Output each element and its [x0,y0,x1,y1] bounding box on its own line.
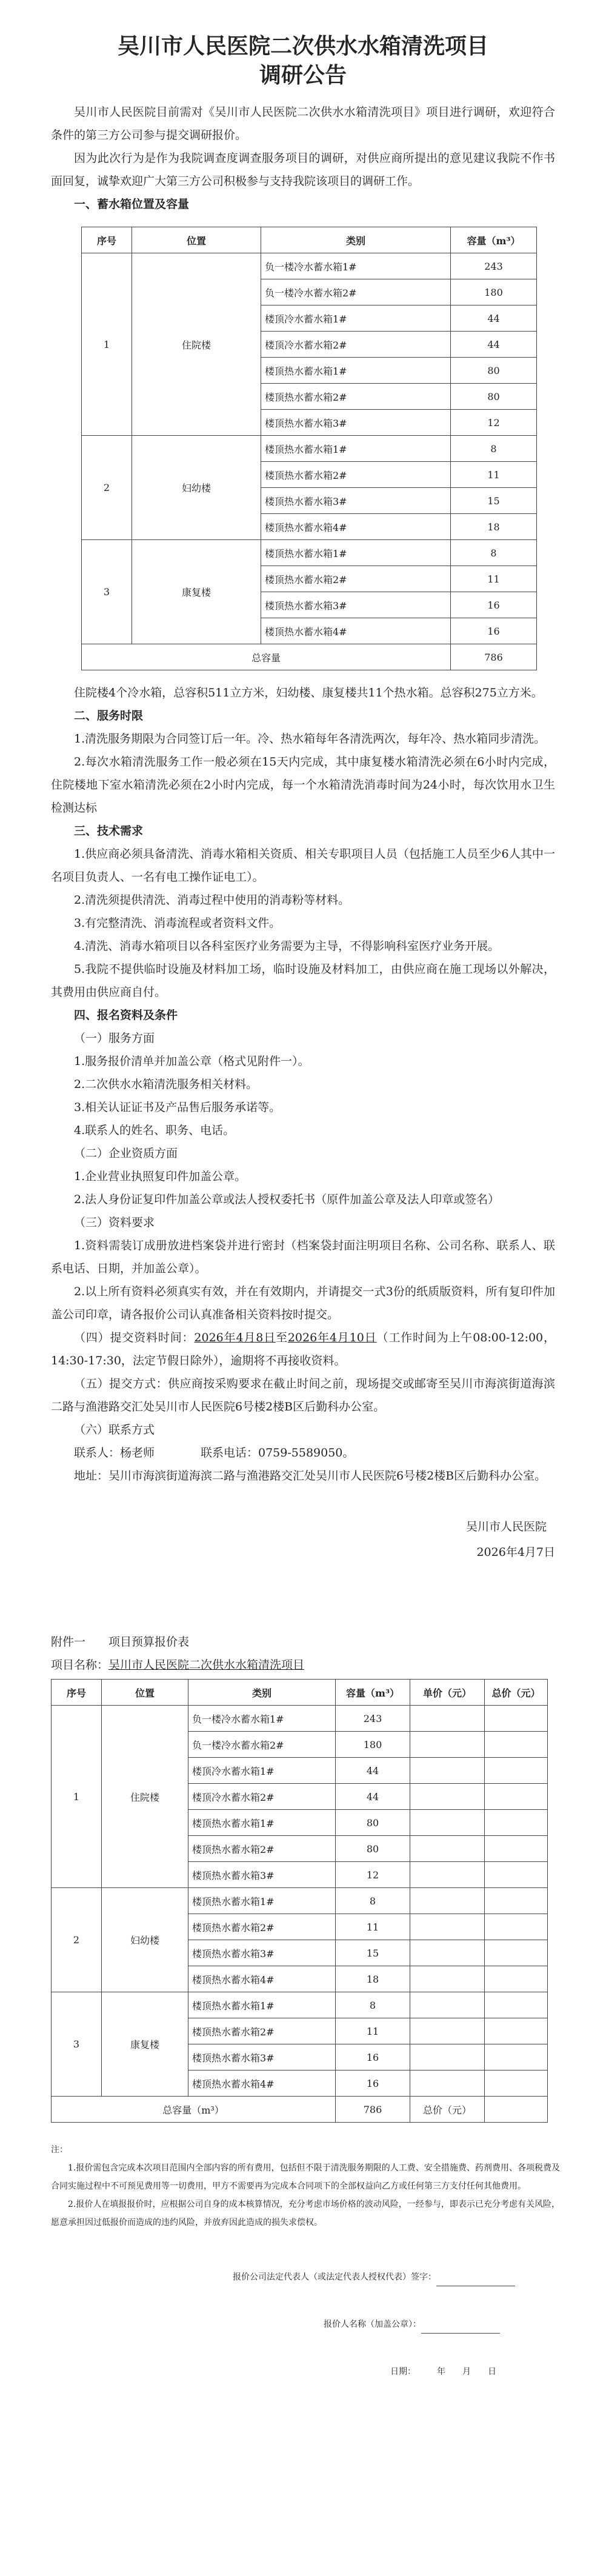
intro-paragraph-1: 吴川市人民医院目前需对《吴川市人民医院二次供水水箱清洗项目》项目进行调研，欢迎符合条件的第三方公司参与提交调研报价。 [51,105,555,142]
total-price-field[interactable] [485,1862,548,1888]
cell-volume: 44 [336,1784,410,1810]
total-price-field[interactable] [485,1888,548,1914]
signature-company [51,2315,560,2334]
cell-category: 楼顶热水蓄水箱1# [261,436,451,462]
cell-category: 楼顶冷水蓄水箱1# [188,1758,336,1784]
date-to: 至 [275,1331,288,1344]
total-price-label: 总价（元） [410,2097,485,2123]
total-value: 786 [451,644,537,670]
cell-volume: 11 [336,2018,410,2044]
cell-category: 楼顶热水蓄水箱3# [188,1940,336,1966]
water-tank-table [81,227,537,670]
s3-paragraph-1: 1.供应商必须具备清洗、消毒水箱相关资质、相关专职项目人员（包括施工人员至少6人其中一名项目负责人、一名有电工操作证电工）。 [51,847,555,884]
unit-price-field[interactable] [410,1940,485,1966]
s4-submission-time [51,1326,555,1372]
contact-line: 联系人：杨老师 联系电话：0759-5589050。 [74,1446,355,1460]
title-line-1: 吴川市人民医院二次供水水箱清洗项目 [117,33,488,59]
total-price-field[interactable] [485,1732,548,1758]
cell-category: 楼顶热水蓄水箱1# [261,540,451,566]
header-category: 类别 [261,227,451,253]
cell-no: 2 [82,436,132,540]
cell-volume: 8 [451,436,537,462]
signature-legal-rep [51,2268,560,2286]
cell-location: 住院楼 [132,253,261,436]
cell-volume: 16 [336,2044,410,2070]
s4-item-2-1: 1.企业营业执照复印件加盖公章。 [74,1170,247,1183]
cell-category: 楼顶热水蓄水箱3# [188,1862,336,1888]
table-row [82,253,537,279]
s4-subheading-3: （三）资料要求 [74,1216,155,1229]
unit-price-field[interactable] [410,1966,485,1992]
total-value: 786 [336,2097,410,2123]
s4-item-1-4: 4.联系人的姓名、职务、电话。 [74,1124,235,1137]
cell-location: 妇幼楼 [132,436,261,540]
total-price-field[interactable] [485,2018,548,2044]
section-1-heading: 一、蓄水箱位置及容量 [74,198,190,211]
total-label: 总容量 [82,644,451,670]
s4-subheading-4: （四）提交资料时间： [74,1331,195,1344]
cell-category: 负一楼冷水蓄水箱2# [261,279,451,305]
cell-category: 楼顶热水蓄水箱4# [188,1966,336,1992]
total-price-field[interactable] [485,1914,548,1940]
s4-subheading-6: （六）联系方式 [74,1423,155,1436]
cell-category: 楼顶热水蓄水箱1# [188,1992,336,2018]
s2-paragraph-2: 2.每次水箱清洗服务工作一般必须在15天内完成，其中康复楼水箱清洗必须在6小时内完成，住院楼地下室水箱清洗必须在2小时内完成，每一个水箱清洗消毒时间为24小时，每次饮用水卫生检测达标 [51,755,555,815]
total-price-field[interactable] [485,2070,548,2097]
cell-volume: 16 [451,618,537,644]
cell-category: 楼顶热水蓄水箱4# [261,514,451,540]
cell-volume: 80 [451,358,537,384]
working-hours: （工作时间为上午08:00-12:00，14:30-17:30，法定节假日除外），逾期将不再接收资料。 [51,1331,555,1367]
intro-paragraph-2: 因为此次行为是作为我院调查度调查服务项目的调研，对供应商所提出的意见建议我院不作书面回复，诚挚欢迎广大第三方公司积极参与支持我院该项目的调研工作。 [51,152,555,188]
table-header-row [82,227,537,253]
header-no: 序号 [52,1680,102,1706]
unit-price-field[interactable] [410,1836,485,1862]
section-2-heading: 二、服务时限 [74,709,144,722]
header-category: 类别 [188,1680,336,1706]
s4-subheading-2: （二）企业资质方面 [74,1147,178,1160]
cell-volume: 80 [336,1836,410,1862]
unit-price-field[interactable] [410,1862,485,1888]
cell-category: 负一楼冷水蓄水箱1# [261,253,451,279]
unit-price-field[interactable] [410,1992,485,2018]
unit-price-field[interactable] [410,1888,485,1914]
s3-paragraph-3: 3.有完整清洗、消毒流程或者资料文件。 [74,916,281,930]
cell-location: 康复楼 [102,1992,188,2097]
cell-volume: 12 [451,410,537,436]
attachment-one [51,1630,560,2381]
table-row [52,1706,548,1732]
cell-location: 康复楼 [132,540,261,644]
table-row [82,436,537,462]
section-4-heading: 四、报名资料及条件 [74,1009,178,1022]
cell-no: 1 [52,1706,102,1888]
cell-volume: 8 [451,540,537,566]
cell-volume: 8 [336,1888,410,1914]
project-name: 吴川市人民医院二次供水水箱清洗项目 [108,1658,305,1672]
s4-item-1-3: 3.相关认证证书及产品售后服务承诺等。 [74,1101,281,1114]
cell-volume: 80 [451,384,537,410]
table-row [52,1888,548,1914]
total-price-field[interactable] [485,1836,548,1862]
cell-volume: 11 [336,1914,410,1940]
total-label: 总容量（m³） [52,2097,336,2123]
cell-volume: 180 [451,279,537,305]
signature-date-line: 日期： 年 月 日 [390,2367,496,2377]
grand-total-field[interactable] [485,2097,548,2123]
cell-no: 3 [52,1992,102,2097]
s3-paragraph-5: 5.我院不提供临时设施及材料加工场，临时设施及材料加工，由供应商在施工现场以外解决，其费用由供应商自付。 [51,963,555,999]
s4-item-3-2: 2.以上所有资料必须真实有效，并在有效期内，并请提交一式3份的纸质版资料，所有复印件加盖公司印章，请各报价公司认真准备相关资料按时提交。 [51,1285,555,1321]
unit-price-field[interactable] [410,1914,485,1940]
s4-subheading-1: （一）服务方面 [74,1032,155,1045]
header-location: 位置 [132,227,261,253]
s3-paragraph-4: 4.清洗、消毒水箱项目以各科室医疗业务需要为主导，不得影响科室医疗业务开展。 [74,939,500,953]
summary-paragraph: 住院楼4个冷水箱，总容积511立方米，妇幼楼、康复楼共11个热水箱。总容积275立方米。 [74,686,543,699]
company-seal-field[interactable] [421,2323,500,2334]
cell-volume: 80 [336,1810,410,1836]
s4-item-3-1: 1.资料需装订成册放进档案袋并进行密封（档案袋封面注明项目名称、公司名称、联系人、联系电话、日期，并加盖公章）。 [51,1239,555,1275]
cell-category: 楼顶冷水蓄水箱2# [261,332,451,358]
signature-field[interactable] [436,2276,515,2286]
header-volume: 容量（m³） [451,227,537,253]
cell-volume: 243 [451,253,537,279]
cell-category: 楼顶热水蓄水箱2# [188,1914,336,1940]
total-price-field[interactable] [485,1966,548,1992]
total-price-field[interactable] [485,1810,548,1836]
cell-category: 楼顶热水蓄水箱2# [188,2018,336,2044]
cell-category: 楼顶热水蓄水箱2# [188,1836,336,1862]
s3-paragraph-2: 2.清洗须提供清洗、消毒过程中使用的消毒粉等材料。 [74,893,350,907]
cell-volume: 16 [336,2070,410,2097]
unit-price-field[interactable] [410,1758,485,1784]
notes-title: 注： [51,2145,68,2155]
cell-volume: 243 [336,1706,410,1732]
attachment-label: 附件一 项目预算报价表 [51,1635,190,1649]
cell-category: 楼顶热水蓄水箱3# [261,488,451,514]
cell-category: 负一楼冷水蓄水箱2# [188,1732,336,1758]
cell-no: 3 [82,540,132,644]
cell-category: 楼顶热水蓄水箱1# [188,1888,336,1914]
cell-category: 楼顶热水蓄水箱3# [188,2044,336,2070]
title-line-2: 调研公告 [259,62,347,88]
cell-volume: 180 [336,1732,410,1758]
cell-volume: 15 [451,488,537,514]
total-price-field[interactable] [485,1706,548,1732]
total-price-field[interactable] [485,1992,548,2018]
cell-volume: 12 [336,1862,410,1888]
sign2-label: 报价人名称（加盖公章）： [324,2320,421,2329]
s2-paragraph-1: 1.清洗服务期限为合同签订后一年。冷、热水箱每年各清洗两次，每年冷、热水箱同步清洗。 [74,732,546,746]
cell-category: 负一楼冷水蓄水箱1# [188,1706,336,1732]
attachment-project [51,1653,560,1677]
cell-location: 妇幼楼 [102,1888,188,1992]
unit-price-field[interactable] [410,1732,485,1758]
cell-category: 楼顶冷水蓄水箱2# [188,1784,336,1810]
cell-volume: 44 [451,305,537,332]
cell-category: 楼顶热水蓄水箱3# [261,410,451,436]
header-volume: 容量（m³） [336,1680,410,1706]
unit-price-field[interactable] [410,2044,485,2070]
cell-category: 楼顶热水蓄水箱2# [261,462,451,488]
cell-category: 楼顶热水蓄水箱1# [261,358,451,384]
table-total-row [52,2097,548,2123]
table-total-row [82,644,537,670]
cell-category: 楼顶热水蓄水箱3# [261,592,451,618]
cell-volume: 15 [336,1940,410,1966]
cell-volume: 18 [451,514,537,540]
cell-no: 2 [52,1888,102,1992]
s4-item-1-2: 2.二次供水水箱清洗服务相关材料。 [74,1078,258,1091]
signature-org: 吴川市人民医院 [465,1520,547,1533]
end-date: 2026年4月10日 [287,1331,377,1344]
sign1-label: 报价公司法定代表人（或法定代表人授权代表）签字： [233,2272,436,2282]
s4-item-1-1: 1.服务报价清单并加盖公章（格式见附件一）。 [74,1055,310,1068]
cell-volume: 18 [336,1966,410,1992]
cell-category: 楼顶热水蓄水箱4# [188,2070,336,2097]
header-location: 位置 [102,1680,188,1706]
table-row [52,1992,548,2018]
header-no: 序号 [82,227,132,253]
unit-price-field[interactable] [410,1810,485,1836]
address-line: 地址：吴川市海滨街道海滨二路与渔港路交汇处吴川市人民医院6号楼2楼B区后勤科办公室。 [74,1469,547,1483]
signature-date: 2026年4月7日 [476,1546,555,1559]
note-2: 2.报价人在填报报价时，应根据公司自身的成本核算情况，充分考虑市场价格的波动风险，一经参与，即表示已充分考虑有关风险，愿意承担因过低报价而造成的违约风险，并放弃因此造成的损失求偿权。 [51,2200,560,2227]
cell-category: 楼顶冷水蓄水箱1# [261,305,451,332]
cell-category: 楼顶热水蓄水箱1# [188,1810,336,1836]
total-price-field[interactable] [485,1758,548,1784]
cell-category: 楼顶热水蓄水箱4# [261,618,451,644]
unit-price-field[interactable] [410,2018,485,2044]
announcement [51,32,555,1565]
unit-price-field[interactable] [410,2070,485,2097]
project-prefix: 项目名称： [51,1658,109,1672]
header-total-price: 总价（元） [485,1680,548,1706]
s4-item-2-2: 2.法人身份证复印件加盖公章或法人授权委托书（原件加盖公章及法人印章或签名） [74,1193,500,1206]
unit-price-field[interactable] [410,1706,485,1732]
table-row [82,540,537,566]
total-price-field[interactable] [485,2044,548,2070]
note-1: 1.报价需包含完成本次项目范围内全部内容的所有费用，包括但不限于清洗服务期限的人工费、安全措施费、药剂费用、各项税费及合同实施过程中不可预见费用等一切费用，甲方不需要再为完成本合同项下的全部权益向乙方或任何第三方支付任何其他费用。 [51,2163,560,2191]
start-date: 2026年4月8日 [194,1331,276,1344]
cell-volume: 16 [451,592,537,618]
budget-quote-table [51,1679,548,2123]
section-3-heading: 三、技术需求 [74,824,144,838]
cell-volume: 44 [451,332,537,358]
cell-no: 1 [82,253,132,436]
cell-volume: 11 [451,462,537,488]
s4-submission-method: （五）提交方式：供应商按采购要求在截止时间之前，现场提交或邮寄至吴川市海滨街道海滨二路与渔港路交汇处吴川市人民医院6号楼2楼B区后勤科办公室。 [51,1377,555,1413]
unit-price-field[interactable] [410,1784,485,1810]
header-unit-price: 单价（元） [410,1680,485,1706]
cell-volume: 11 [451,566,537,592]
cell-category: 楼顶热水蓄水箱2# [261,566,451,592]
cell-location: 住院楼 [102,1706,188,1888]
cell-category: 楼顶热水蓄水箱2# [261,384,451,410]
cell-volume: 44 [336,1758,410,1784]
cell-volume: 8 [336,1992,410,2018]
total-price-field[interactable] [485,1940,548,1966]
table-header-row [52,1680,548,1706]
total-price-field[interactable] [485,1784,548,1810]
